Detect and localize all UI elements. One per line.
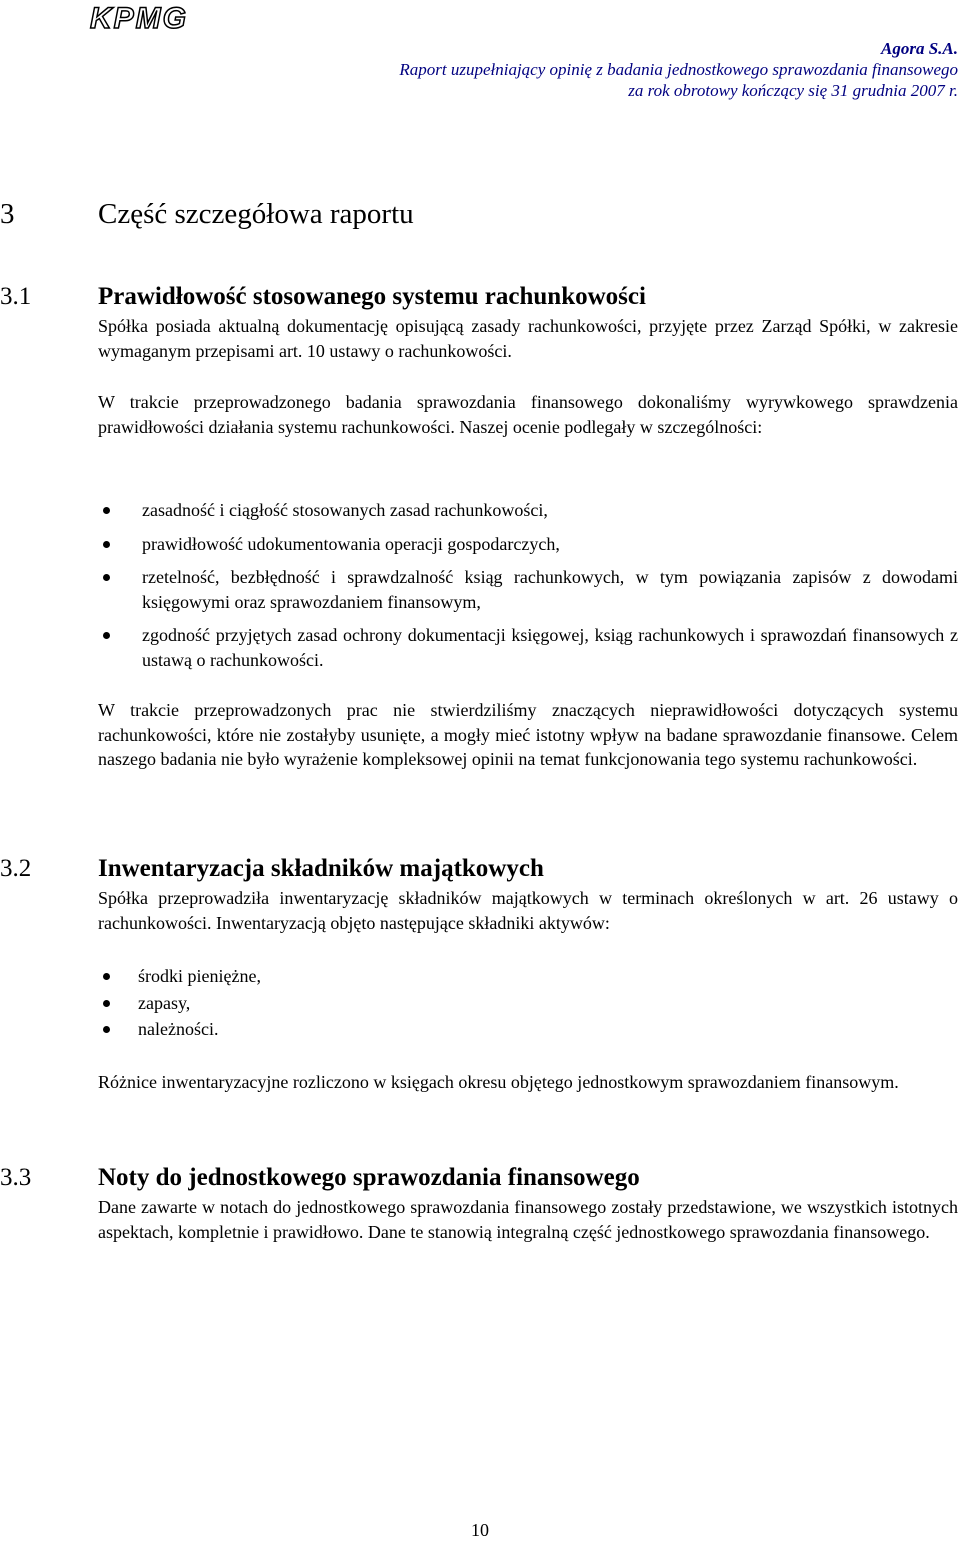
chapter-title: Część szczegółowa raportu [98, 198, 414, 230]
chapter-heading [0, 200, 414, 229]
section-number: 3.1 [0, 283, 32, 310]
list-item: rzetelność, bezbłędność i sprawdzalność ksiąg rachunkowych, w tym powiązania zapisów z dowodami księgowymi oraz sprawozdaniem finansowym, [98, 565, 958, 614]
section-number: 3.2 [0, 855, 32, 882]
header-report-period: za rok obrotowy kończący się 31 grudnia 2007 r. [628, 81, 958, 100]
section-title: Prawidłowość stosowanego systemu rachunkowości [98, 283, 646, 310]
section-title: Inwentaryzacja składników majątkowych [98, 855, 544, 882]
section-3-1-conclusion [98, 698, 958, 772]
kpmg-logo: KPMG [90, 2, 188, 35]
chapter-number: 3 [0, 198, 15, 230]
section-3-3-body [98, 1195, 958, 1244]
section-title: Noty do jednostkowego sprawozdania finansowego [98, 1164, 640, 1191]
list-item: zgodność przyjętych zasad ochrony dokumentacji księgowej, ksiąg rachunkowych i sprawozdań finansowych z ustawą o rachunkowości. [98, 623, 958, 672]
section-3-2-list [98, 964, 958, 1042]
list-item: zasadność i ciągłość stosowanych zasad rachunkowości, [98, 498, 958, 523]
list-item: środki pieniężne, [98, 964, 958, 989]
header-report-title: Raport uzupełniający opinię z badania jednostkowego sprawozdania finansowego [399, 60, 958, 79]
header-company: Agora S.A. [881, 39, 958, 58]
section-3-1-intro [98, 314, 958, 363]
paragraph: Różnice inwentaryzacyjne rozliczono w księgach okresu objętego jednostkowym sprawozdaniem finansowym. [98, 1072, 899, 1092]
paragraph: W trakcie przeprowadzonych prac nie stwierdziliśmy znaczących nieprawidłowości dotyczących systemu rachunkowości, które nie zostałyby usunięte, a mogły mieć istotny wpływ na badane sprawozdanie finansowe. Celem naszego badania nie było wyrażenie kompleksowej opinii na temat funkcjonowania tego systemu rachunkowości. [98, 700, 958, 769]
list-item: należności. [98, 1017, 958, 1042]
section-3-1-scope [98, 390, 958, 439]
paragraph: Spółka przeprowadziła inwentaryzację składników majątkowych w terminach określonych w art. 26 ustawy o rachunkowości. Inwentaryzacją objęto następujące składniki aktywów: [98, 888, 958, 933]
section-3-1-heading [0, 284, 646, 309]
section-3-2-intro [98, 886, 958, 935]
paragraph: W trakcie przeprowadzonego badania sprawozdania finansowego dokonaliśmy wyrywkowego sprawdzenia prawidłowości działania systemu rachunkowości. Naszej ocenie podlegały w szczególności: [98, 392, 958, 437]
page-number: 10 [471, 1520, 489, 1540]
section-3-2-conclusion [98, 1070, 958, 1095]
list-item: prawidłowość udokumentowania operacji gospodarczych, [98, 532, 958, 557]
section-3-3-heading [0, 1165, 640, 1190]
section-3-1-list [98, 498, 958, 672]
paragraph: Spółka posiada aktualną dokumentację opisującą zasady rachunkowości, przyjęte przez Zarząd Spółki, w zakresie wymaganym przepisami art. 10 ustawy o rachunkowości. [98, 316, 958, 361]
section-3-2-heading [0, 856, 544, 881]
list-item: zapasy, [98, 991, 958, 1016]
paragraph: Dane zawarte w notach do jednostkowego sprawozdania finansowego zostały przedstawione, we wszystkich istotnych aspektach, kompletnie i prawidłowo. Dane te stanowią integralną część jednostkowego sprawozdania finansowego. [98, 1197, 958, 1242]
section-number: 3.3 [0, 1164, 32, 1191]
document-header [399, 38, 958, 101]
